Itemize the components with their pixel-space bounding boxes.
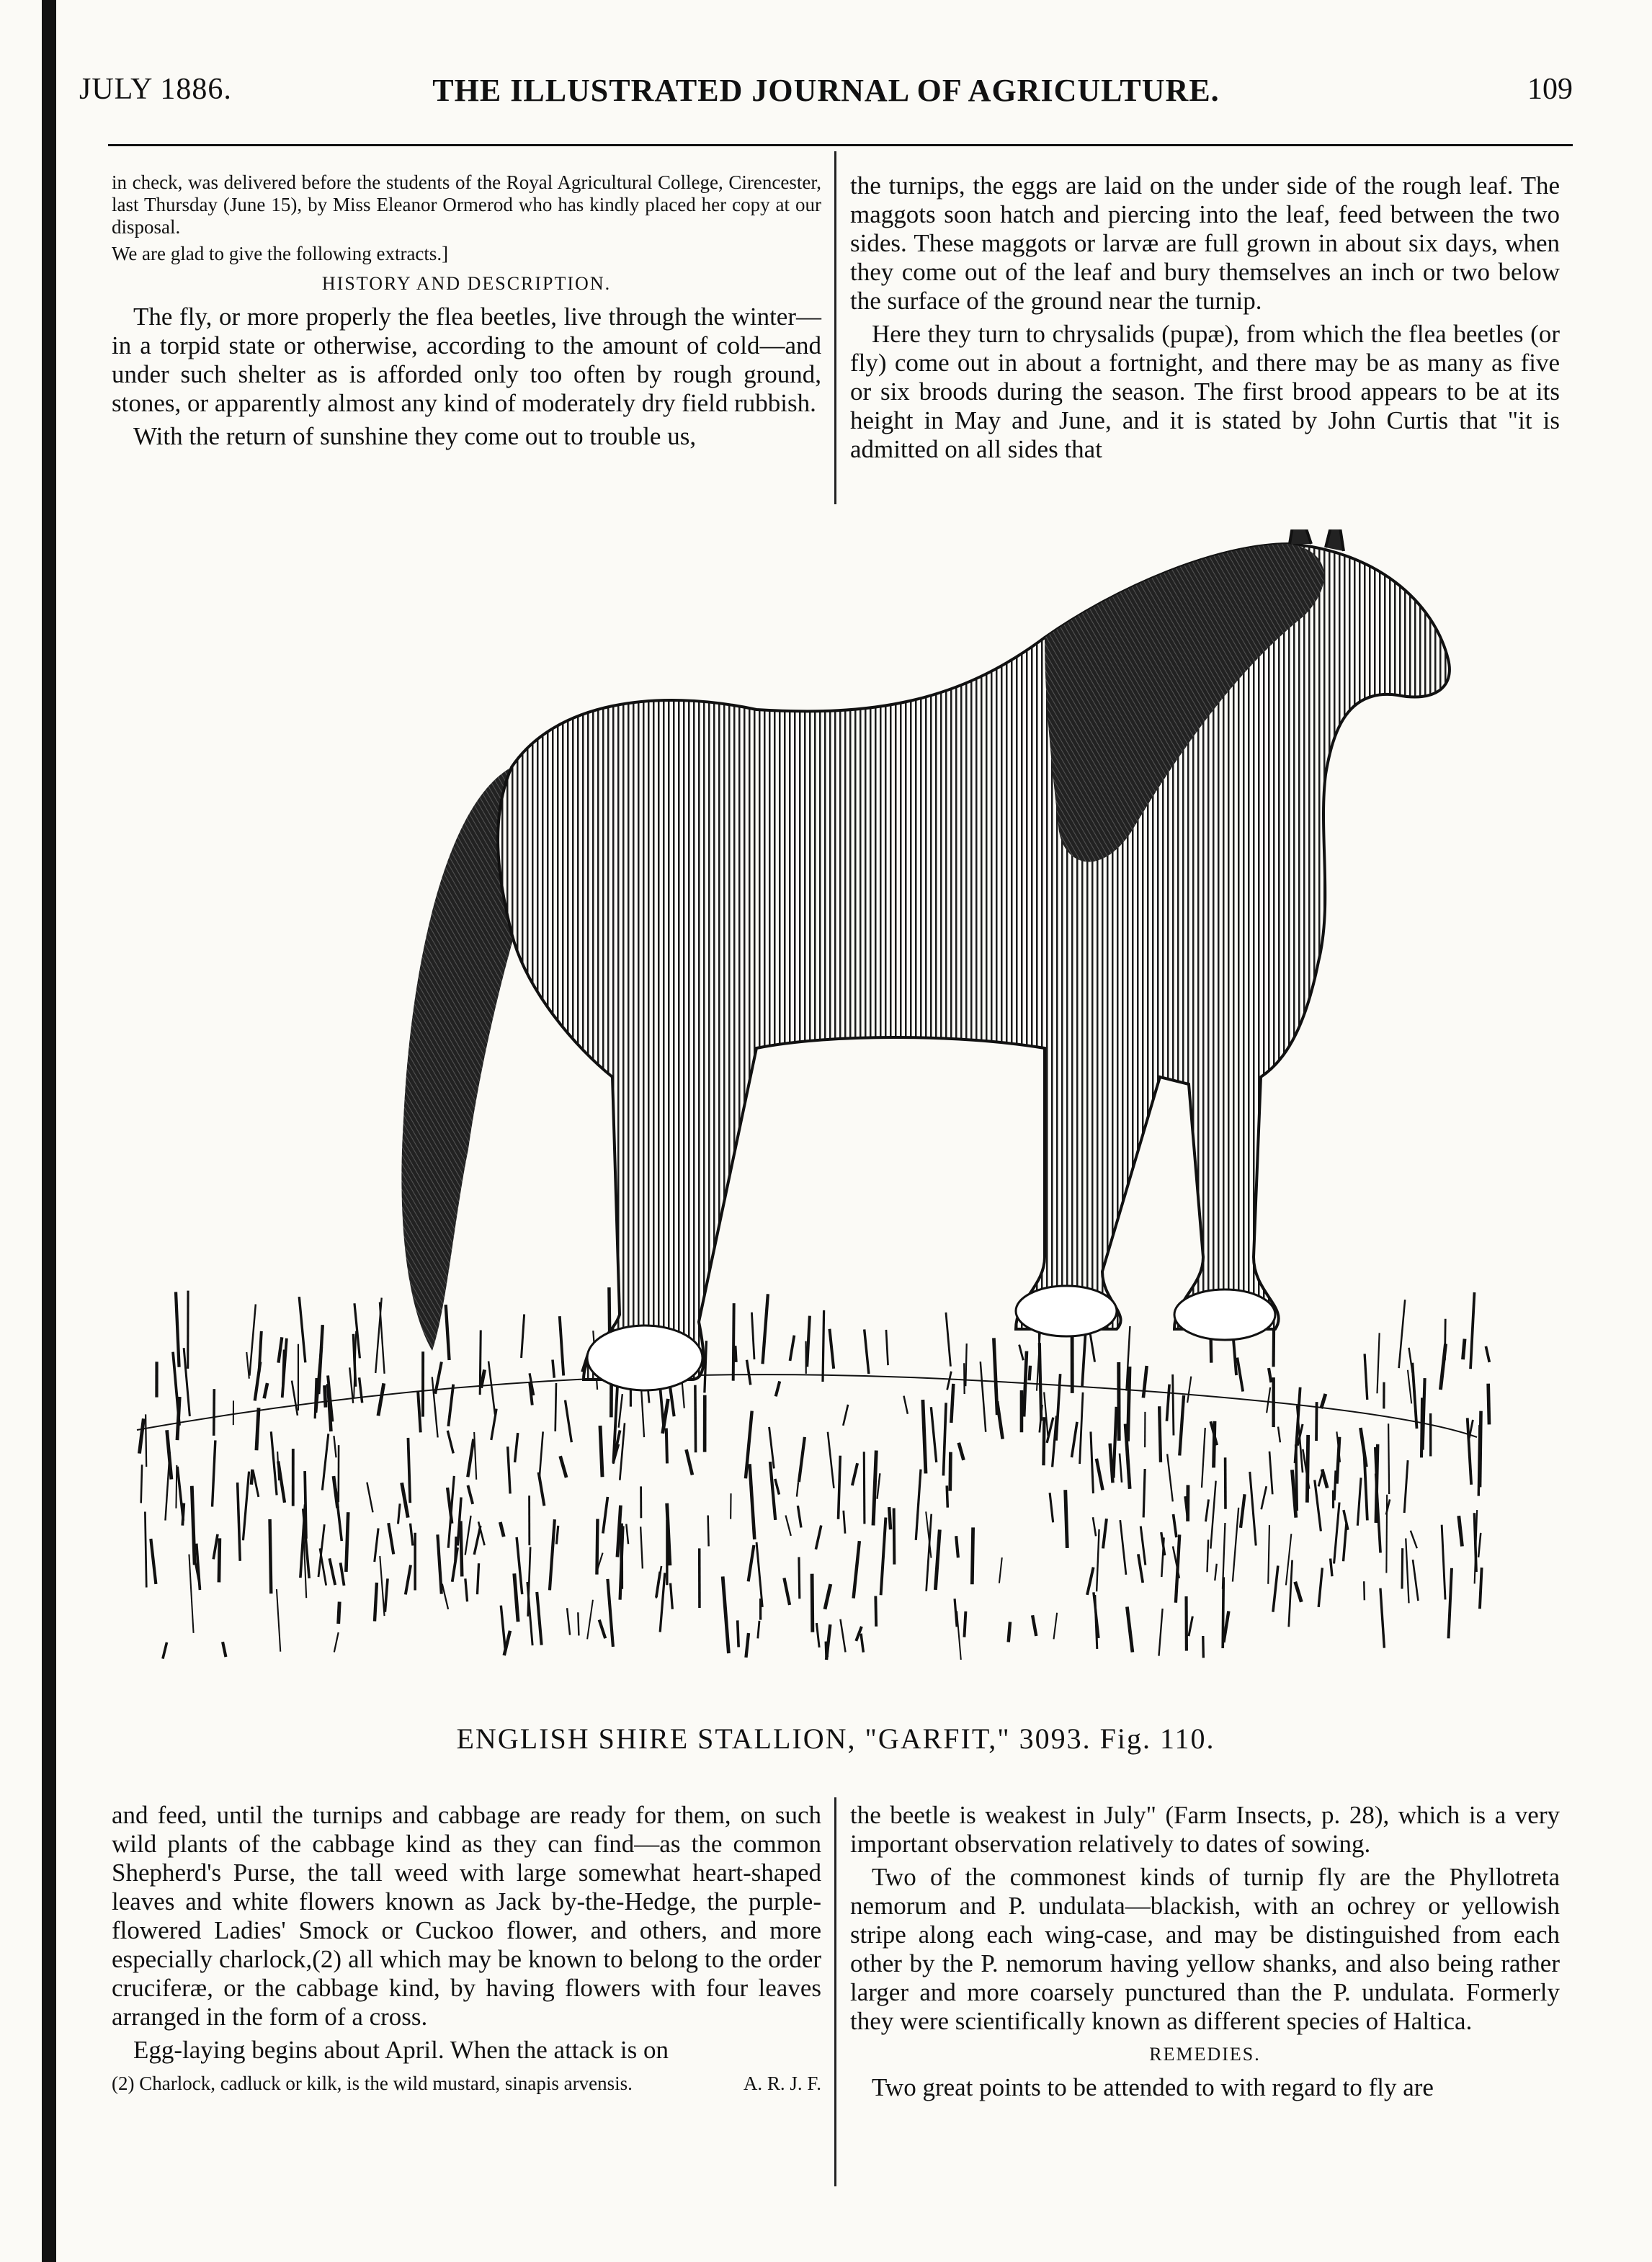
header-rule xyxy=(108,144,1573,146)
paragraph: Two great points to be attended to with regard to fly are xyxy=(872,2073,1434,2101)
footnote-signature: A. R. J. F. xyxy=(743,2073,821,2094)
paragraph: the beetle is weakest in July" (Farm Insects, p. 28), which is a very important observation relatively to dates of sowing. xyxy=(850,1801,1560,1858)
column-rule-bottom xyxy=(834,1797,836,2186)
paragraph: and feed, until the turnips and cabbage are ready for them, on such wild plants of the cabbage kind as they can find—as the common Shepherd's Purse, the tall weed with large somewhat heart-shaped leaves and white flowers known as Jack by-the-Hedge, the purple-flowered Ladies' Smock or Cuckoo flower, and others, and more especially charlock,(2) all which may be known to belong to the order cruciferæ, or the cabbage kind, by having flowers with four leaves arranged in the form of a cross. xyxy=(112,1801,821,2031)
shire-stallion-illustration xyxy=(108,529,1563,1711)
page-spine-edge xyxy=(42,0,56,2262)
intro-text-2: We are glad to give the following extracts.] xyxy=(112,243,449,264)
grass-ground xyxy=(137,1374,1477,1437)
page-header xyxy=(79,72,1573,122)
right-top-column xyxy=(850,171,1560,468)
grass-blades xyxy=(139,1287,1489,1660)
right-bottom-column xyxy=(850,1801,1560,2106)
section-heading-history: HISTORY AND DESCRIPTION. xyxy=(321,273,612,294)
paragraph: Two of the commonest kinds of turnip fly are the Phyllotreta nemorum and P. undulata—blackish, with an ochrey or yellowish stripe along each wing-case, and may be distinguished from each other by the P. nemorum having yellow shanks, and also being rather larger and more coarsely punctured than the P. undulata. Formerly they were scientifically known as different species of Haltica. xyxy=(850,1863,1560,2035)
paragraph: the turnips, the eggs are laid on the under side of the rough leaf. The maggots soon hatch and piercing into the leaf, feed between the two sides. These maggots or larvæ are full grown in about six days, when they come out of the leaf and bury themselves an inch or two below the surface of the ground near the turnip. xyxy=(850,171,1560,315)
left-top-column xyxy=(112,171,821,455)
paragraph: The fly, or more properly the flea beetles, live through the winter—in a torpid state or otherwise, according to the amount of cold—and under such shelter as is afforded only too often by rough ground, stones, or apparently almost any kind of moderately dry field rubbish. xyxy=(112,303,821,417)
left-bottom-column xyxy=(112,1801,821,2095)
paragraph: Egg-laying begins about April. When the attack is on xyxy=(133,2036,669,2064)
paragraph: With the return of sunshine they come out to trouble us, xyxy=(133,422,697,450)
header-date: JULY 1886. xyxy=(79,73,232,106)
paragraph: Here they turn to chrysalids (pupæ), from which the flea beetles (or fly) come out in about a fortnight, and there may be as many as five or six broods during the season. The first brood appears to be at its height in May and June, and it is stated by John Curtis that "it is admitted on all sides that xyxy=(850,320,1560,463)
figure-caption: ENGLISH SHIRE STALLION, "GARFIT," 3093. Fig. 110. xyxy=(456,1722,1215,1755)
intro-text: in check, was delivered before the students of the Royal Agricultural College, Cirencester, last Thursday (June 15), by Miss Eleanor Ormerod who has kindly placed her copy at our disposal. xyxy=(112,171,821,238)
page-number: 109 xyxy=(1527,73,1573,106)
header-title: THE ILLUSTRATED JOURNAL OF AGRICULTURE. xyxy=(432,73,1220,108)
footnote xyxy=(112,2072,821,2095)
column-rule-top xyxy=(834,151,836,504)
section-heading-remedies: REMEDIES. xyxy=(1149,2044,1261,2065)
horse-body xyxy=(498,544,1450,1380)
footnote-text: (2) Charlock, cadluck or kilk, is the wild mustard, sinapis arvensis. xyxy=(112,2073,633,2094)
